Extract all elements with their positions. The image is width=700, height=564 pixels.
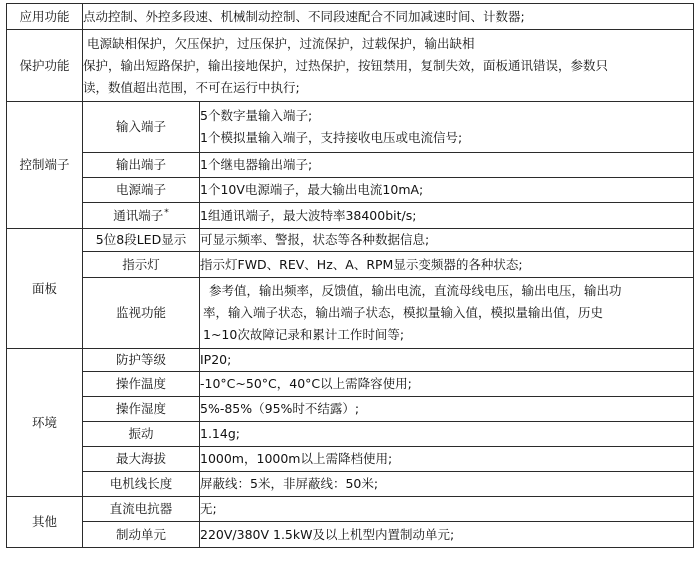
label-cell: 操作温度 xyxy=(83,372,200,397)
label-cell: 制动单元 xyxy=(83,522,200,548)
category-cell: 面板 xyxy=(7,229,83,349)
value-line: 电源缺相保护，欠压保护，过压保护，过流保护，过载保护，输出缺相 xyxy=(87,35,475,51)
value-line: 参考值，输出频率，反馈值，输出电流，直流母线电压，输出电压，输出功 xyxy=(209,283,622,298)
value-cell: 1.14g; xyxy=(200,422,694,447)
value-cell: 指示灯FWD、REV、Hz、A、RPM显示变频器的各种状态; xyxy=(200,252,694,278)
table-row xyxy=(7,422,694,447)
table-row xyxy=(7,203,694,229)
table-row xyxy=(7,153,694,178)
value-cell: -10°C~50°C，40°C以上需降容使用; xyxy=(200,372,694,397)
table-row xyxy=(7,349,694,372)
table-row xyxy=(7,372,694,397)
footnote-mark: * xyxy=(164,207,169,218)
value-cell xyxy=(83,30,694,102)
value-cell: 1个10V电源端子，最大输出电流10mA; xyxy=(200,178,694,203)
value-line: 5个数字量输入端子; xyxy=(200,108,313,123)
label-cell: 5位8段LED显示 xyxy=(83,229,200,252)
value-cell: 点动控制、外控多段速、机械制动控制、不同段速配合不同加减速时间、计数器; xyxy=(83,4,694,30)
value-cell xyxy=(200,102,694,153)
table-row xyxy=(7,178,694,203)
label-cell: 最大海拔 xyxy=(83,447,200,472)
table-row xyxy=(7,522,694,548)
value-line: 率，输入端子状态，输出端子状态，模拟量输入值，模拟量输出值，历史 xyxy=(203,305,604,320)
category-cell: 保护功能 xyxy=(7,30,83,102)
value-cell: 1组通讯端子，最大波特率38400bit/s; xyxy=(200,203,694,229)
value-cell xyxy=(200,278,694,349)
value-cell: 可显示频率、警报，状态等各种数据信息; xyxy=(200,229,694,252)
table-row xyxy=(7,102,694,153)
spec-table xyxy=(6,3,694,548)
value-line: 读，数值超出范围，不可在运行中执行; xyxy=(83,79,300,95)
label-cell: 操作湿度 xyxy=(83,397,200,422)
table-row xyxy=(7,472,694,497)
table-row xyxy=(7,497,694,522)
label-cell: 指示灯 xyxy=(83,252,200,278)
value-cell: 1个继电器输出端子; xyxy=(200,153,694,178)
value-line: 1~10次故障记录和累计工作时间等; xyxy=(203,327,405,342)
category-cell: 应用功能 xyxy=(7,4,83,30)
category-cell: 控制端子 xyxy=(7,102,83,229)
value-cell: 屏蔽线：5米，非屏蔽线：50米; xyxy=(200,472,694,497)
label-cell xyxy=(83,203,200,229)
label-cell: 防护等级 xyxy=(83,349,200,372)
value-line: 保护，输出短路保护，输出接地保护，过热保护，按钮禁用，复制失效，面板通讯错误，参数只 xyxy=(83,57,609,73)
value-cell: 5%-85%（95%时不结露）; xyxy=(200,397,694,422)
table-row xyxy=(7,397,694,422)
label-cell: 监视功能 xyxy=(83,278,200,349)
value-cell: IP20; xyxy=(200,349,694,372)
label-cell: 电机线长度 xyxy=(83,472,200,497)
category-cell: 环境 xyxy=(7,349,83,497)
value-cell: 1000m，1000m以上需降档使用; xyxy=(200,447,694,472)
value-line: 1个模拟量输入端子，支持接收电压或电流信号; xyxy=(200,130,463,145)
label-cell: 电源端子 xyxy=(83,178,200,203)
label-text: 通讯端子 xyxy=(113,207,164,223)
value-cell: 220V/380V 1.5kW及以上机型内置制动单元; xyxy=(200,522,694,548)
label-cell: 直流电抗器 xyxy=(83,497,200,522)
value-cell: 无; xyxy=(200,497,694,522)
table-row xyxy=(7,278,694,349)
label-cell: 输入端子 xyxy=(83,102,200,153)
table-row xyxy=(7,229,694,252)
label-cell: 输出端子 xyxy=(83,153,200,178)
table-row xyxy=(7,252,694,278)
label-cell: 振动 xyxy=(83,422,200,447)
table-row xyxy=(7,30,694,102)
category-cell: 其他 xyxy=(7,497,83,548)
table-row xyxy=(7,447,694,472)
table-row xyxy=(7,4,694,30)
